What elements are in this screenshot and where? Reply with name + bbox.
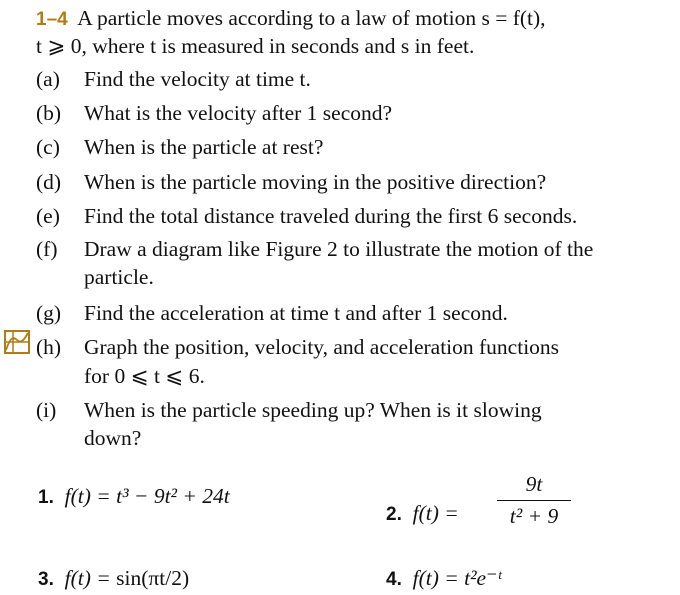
part-text: particle. xyxy=(84,265,154,289)
part-text: for 0 ⩽ t ⩽ 6. xyxy=(84,364,205,388)
part-label: (c) xyxy=(36,135,60,159)
part-text: down? xyxy=(84,426,142,450)
fraction-bar xyxy=(497,500,571,501)
part-text: When is the particle moving in the positive direction? xyxy=(84,170,547,194)
intro-line-2: t ⩾ 0, where t is measured in seconds and s in feet. xyxy=(36,34,475,58)
part-text: What is the velocity after 1 second? xyxy=(84,101,393,125)
exercise-number: 3. xyxy=(38,569,54,590)
intro-text: A particle moves according to a law of motion s = f(t), xyxy=(77,6,546,30)
exercise-number: 1. xyxy=(38,487,54,508)
part-text: When is the particle speeding up? When is it slowing xyxy=(84,398,542,422)
exercise-1 xyxy=(38,483,230,511)
exercise-lhs: f(t) = xyxy=(64,484,117,508)
exercise-lhs: f(t) = xyxy=(412,501,459,525)
exercise-4 xyxy=(386,565,501,593)
part-label: (e) xyxy=(36,204,60,228)
exercise-lhs: f(t) = xyxy=(412,566,465,590)
exercise-rhs: sin(πt/2) xyxy=(116,566,190,590)
part-label: (i) xyxy=(36,398,57,422)
exercise-lhs: f(t) = xyxy=(64,566,117,590)
part-label: (h) xyxy=(36,335,62,359)
part-label: (g) xyxy=(36,301,62,325)
part-text: Find the velocity at time t. xyxy=(84,67,311,91)
part-label: (a) xyxy=(36,67,60,91)
numerator: 9t xyxy=(525,472,543,496)
denominator: t² + 9 xyxy=(509,504,559,528)
part-text: Find the acceleration at time t and after 1 second. xyxy=(84,301,508,325)
part-text: Graph the position, velocity, and acceleration functions xyxy=(84,335,560,359)
part-text: Find the total distance traveled during the first 6 seconds. xyxy=(84,204,578,228)
exercise-number: 2. xyxy=(386,504,402,525)
fraction xyxy=(497,472,571,529)
exercise-2 xyxy=(386,500,459,528)
graphing-calculator-icon xyxy=(4,330,30,354)
exercise-3 xyxy=(38,565,189,593)
part-label: (f) xyxy=(36,237,58,261)
intro-line-1 xyxy=(36,5,546,33)
problem-range: 1–4 xyxy=(36,9,68,30)
part-text: Draw a diagram like Figure 2 to illustrate the motion of the xyxy=(84,237,594,261)
part-label: (d) xyxy=(36,170,62,194)
exercise-rhs: t³ − 9t² + 24t xyxy=(116,484,230,508)
part-text: When is the particle at rest? xyxy=(84,135,324,159)
exercise-number: 4. xyxy=(386,569,402,590)
exercise-rhs: t²e⁻ᵗ xyxy=(464,566,502,590)
part-label: (b) xyxy=(36,101,62,125)
